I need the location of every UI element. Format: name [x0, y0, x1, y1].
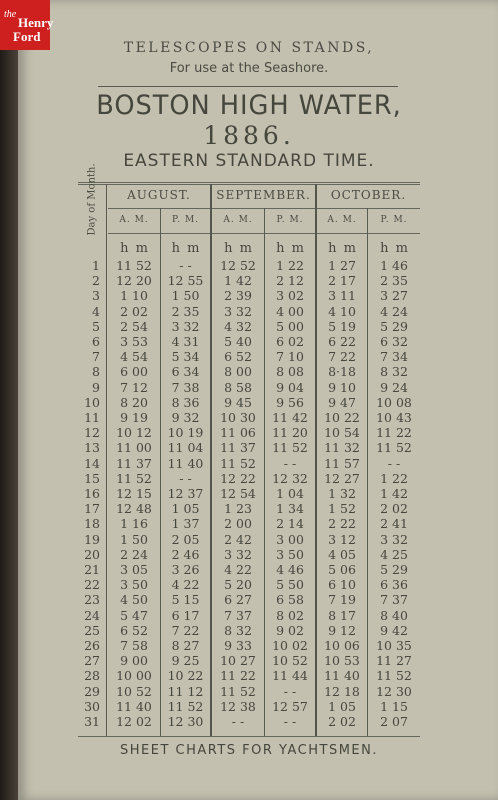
tide-time-cell: 3 05 — [120, 562, 148, 577]
tide-time-cell: 1 27 — [328, 258, 356, 273]
tide-time-cell: 8 36 — [171, 394, 200, 410]
tide-time-cell: 11 52 — [376, 668, 412, 684]
table-row — [0, 516, 498, 531]
tide-time-cell: 5 00 — [276, 318, 304, 334]
tide-time-cell: 8 08 — [276, 364, 304, 380]
tide-time-cell: 4 05 — [328, 546, 356, 562]
tide-time-cell: 10 54 — [324, 425, 360, 441]
tide-time-cell: - - — [283, 714, 297, 729]
tide-time-cell: 11 52 — [116, 258, 152, 273]
tide-time-cell: 5 29 — [380, 318, 408, 334]
hours-minutes-label: h m — [328, 241, 356, 256]
am-header: A. M. — [119, 215, 149, 225]
tide-time-cell: 3 32 — [224, 546, 252, 562]
table-row — [0, 638, 498, 653]
tide-time-cell: 7 12 — [120, 379, 148, 395]
hours-minutes-label: h m — [224, 241, 252, 256]
tide-time-cell: 2 02 — [328, 714, 356, 729]
advert-subline: For use at the Seashore. — [169, 61, 329, 76]
tide-time-cell: 11 52 — [167, 698, 204, 714]
day-number: 6 — [92, 334, 100, 349]
tide-time-cell: 1 52 — [328, 501, 356, 517]
tide-time-cell: 12 37 — [167, 486, 204, 501]
tide-time-cell: - - — [283, 683, 297, 699]
table-row — [0, 349, 498, 364]
am-header: A. M. — [223, 215, 253, 225]
tide-time-cell: 9 12 — [328, 622, 356, 638]
tide-time-cell: 1 16 — [120, 516, 148, 532]
table-row — [0, 304, 498, 319]
tide-time-cell: 7 58 — [120, 638, 148, 653]
tide-time-cell: 11 22 — [376, 425, 412, 441]
hours-minutes-label: h m — [120, 241, 148, 256]
tide-time-cell: 3 00 — [276, 531, 304, 547]
tide-time-cell: 9 02 — [276, 622, 304, 638]
day-number: 28 — [84, 668, 100, 684]
table-row — [0, 608, 498, 623]
tide-time-cell: 8 00 — [224, 364, 252, 380]
tide-time-cell: 9 10 — [328, 379, 356, 395]
month-september: SEPTEMBER. — [216, 188, 311, 202]
tide-time-cell: 10 08 — [376, 394, 412, 410]
tide-time-cell: 1 37 — [171, 516, 200, 532]
tide-time-cell: 1 42 — [224, 273, 252, 289]
hours-minutes-label: h m — [171, 241, 200, 256]
tide-time-cell: 9 42 — [380, 622, 408, 638]
tide-time-cell: 2 35 — [380, 273, 408, 289]
table-row — [0, 319, 498, 334]
tide-time-cell: 9 19 — [120, 410, 148, 425]
tide-time-cell: 10 22 — [324, 410, 360, 425]
table-row — [0, 547, 498, 562]
tide-time-cell: 10 52 — [272, 653, 308, 669]
tide-time-cell: 4 22 — [171, 577, 200, 593]
tide-time-cell: 3 26 — [171, 562, 200, 577]
tide-time-cell: 2 46 — [171, 546, 200, 562]
tide-time-cell: 10 22 — [167, 668, 204, 684]
day-number: 12 — [84, 425, 100, 441]
day-number: 9 — [92, 379, 100, 395]
tide-time-cell: 6 52 — [120, 622, 148, 638]
tide-time-cell: 12 02 — [116, 714, 152, 729]
day-number: 29 — [84, 683, 100, 699]
tide-time-cell: 8·18 — [328, 364, 356, 380]
table-row — [0, 288, 498, 303]
day-number: 10 — [84, 394, 100, 410]
table-row — [0, 364, 498, 379]
tide-time-cell: 12 30 — [376, 683, 412, 699]
pm-header: P. M. — [276, 215, 304, 225]
tide-time-cell: 11 00 — [116, 440, 152, 456]
tide-time-cell: 12 15 — [116, 486, 152, 501]
tide-time-cell: 6 02 — [276, 334, 304, 349]
tide-time-cell: 6 32 — [380, 334, 408, 349]
tide-time-cell: 11 37 — [116, 455, 152, 471]
tide-time-cell: 3 12 — [328, 531, 356, 547]
tide-time-cell: - - — [179, 470, 192, 486]
tide-time-cell: 9 24 — [380, 379, 408, 395]
tide-time-cell: 5 19 — [328, 318, 356, 334]
page-title: BOSTON HIGH WATER, — [96, 90, 402, 121]
tide-time-cell: - - — [179, 258, 192, 273]
tide-time-cell: 1 23 — [224, 501, 252, 517]
tide-time-cell: 1 22 — [380, 470, 408, 486]
tide-time-cell: 1 05 — [171, 501, 200, 517]
day-number: 5 — [92, 318, 100, 334]
tide-time-cell: 11 37 — [220, 440, 256, 456]
tide-time-cell: 2 39 — [224, 288, 252, 304]
tide-time-cell: 2 12 — [276, 273, 304, 289]
tide-time-cell: 4 22 — [224, 562, 252, 577]
henry-ford-logo — [0, 0, 54, 50]
tide-time-cell: 9 00 — [120, 653, 148, 669]
tide-time-cell: 11 04 — [167, 440, 204, 456]
tide-time-cell: 4 24 — [380, 303, 408, 319]
tide-time-cell: 4 25 — [380, 546, 408, 562]
table-row — [0, 486, 498, 501]
tide-time-cell: 3 53 — [120, 334, 148, 349]
table-row — [0, 699, 498, 714]
tide-time-cell: 2 17 — [328, 273, 356, 289]
hours-minutes-label: h m — [380, 241, 408, 256]
table-row — [0, 273, 498, 288]
tide-time-cell: 12 18 — [324, 683, 360, 699]
tide-time-cell: 11 42 — [272, 410, 308, 425]
day-number: 20 — [84, 546, 100, 562]
table-top-rule-2 — [78, 184, 420, 185]
tide-time-cell: 12 54 — [220, 486, 256, 501]
pm-header: P. M. — [171, 215, 200, 225]
tide-time-cell: 12 52 — [220, 258, 256, 273]
tide-time-cell: - - — [231, 714, 245, 729]
tide-time-cell: 9 56 — [276, 394, 304, 410]
tide-time-cell: 8 20 — [120, 394, 148, 410]
tide-time-cell: 6 00 — [120, 364, 148, 380]
tide-time-cell: 8 32 — [380, 364, 408, 380]
tide-time-cell: 7 19 — [328, 592, 356, 608]
tide-time-cell: 10 06 — [324, 638, 360, 653]
tide-time-cell: 6 52 — [224, 349, 252, 365]
tide-time-cell: 1 50 — [120, 531, 148, 547]
day-number: 25 — [84, 622, 100, 638]
tide-time-cell: 3 32 — [171, 318, 200, 334]
tide-time-cell: 5 20 — [224, 577, 252, 593]
tide-time-cell: 6 58 — [276, 592, 304, 608]
tide-time-cell: 7 34 — [380, 349, 408, 365]
tide-time-cell: 2 07 — [380, 714, 408, 729]
tide-time-cell: 2 24 — [120, 546, 148, 562]
tide-time-cell: 8 02 — [276, 607, 304, 623]
tide-time-cell: 12 38 — [220, 698, 256, 714]
tide-time-cell: 8 27 — [171, 638, 200, 653]
tide-time-cell: 2 02 — [120, 303, 148, 319]
table-row — [0, 592, 498, 607]
tide-time-cell: 1 22 — [276, 258, 304, 273]
pm-header: P. M. — [380, 215, 408, 225]
tide-time-cell: 9 32 — [171, 410, 200, 425]
table-row — [0, 501, 498, 516]
day-number: 23 — [84, 592, 100, 608]
day-number: 15 — [84, 470, 100, 486]
tide-time-cell: 3 11 — [328, 288, 356, 304]
tide-time-cell: 4 32 — [224, 318, 252, 334]
table-bottom-rule — [78, 736, 420, 737]
tide-time-cell: 5 29 — [380, 562, 408, 577]
tide-time-cell: 11 52 — [376, 440, 412, 456]
tide-time-cell: 2 42 — [224, 531, 252, 547]
tide-time-cell: 5 15 — [171, 592, 200, 608]
tide-time-cell: 9 45 — [224, 394, 252, 410]
tide-time-cell: 1 34 — [276, 501, 304, 517]
tide-time-cell: 11 52 — [220, 683, 256, 699]
day-number: 30 — [84, 698, 100, 714]
tide-time-cell: 4 50 — [120, 592, 148, 608]
tide-time-cell: 1 04 — [276, 486, 304, 501]
tide-time-cell: 11 20 — [272, 425, 308, 441]
table-row — [0, 577, 498, 592]
tide-time-cell: 5 50 — [276, 577, 304, 593]
tide-time-cell: 10 12 — [116, 425, 152, 441]
tide-time-cell: 7 22 — [328, 349, 356, 365]
tide-time-cell: - - — [387, 455, 401, 471]
tide-time-cell: 10 52 — [116, 683, 152, 699]
month-october: OCTOBER. — [330, 188, 407, 202]
tide-time-cell: 6 22 — [328, 334, 356, 349]
tide-time-cell: 3 27 — [380, 288, 408, 304]
day-number: 17 — [84, 501, 100, 517]
table-row — [0, 653, 498, 668]
day-number: 13 — [84, 440, 100, 456]
tide-time-cell: 6 34 — [171, 364, 200, 380]
tide-time-cell: 2 00 — [224, 516, 252, 532]
tide-time-cell: 12 57 — [272, 698, 308, 714]
table-row — [0, 395, 498, 410]
advert-line: TELESCOPES ON STANDS, — [123, 40, 375, 56]
tide-time-cell: 4 31 — [171, 334, 200, 349]
tide-time-cell: 1 46 — [380, 258, 408, 273]
table-row — [0, 532, 498, 547]
tide-time-cell: 11 44 — [272, 668, 308, 684]
tide-time-cell: 9 25 — [171, 653, 200, 669]
tide-time-cell: 3 50 — [276, 546, 304, 562]
tide-time-cell: 7 22 — [171, 622, 200, 638]
tide-time-cell: 6 27 — [224, 592, 252, 608]
day-number: 21 — [84, 562, 100, 577]
tide-time-cell: 9 47 — [328, 394, 356, 410]
table-row — [0, 668, 498, 683]
footer-advert: SHEET CHARTS FOR YACHTSMEN. — [120, 743, 378, 758]
tide-time-cell: 11 40 — [324, 668, 360, 684]
tide-time-cell: 10 00 — [116, 668, 152, 684]
tide-time-cell: 3 32 — [224, 303, 252, 319]
logo-text-ford: Ford — [13, 29, 41, 44]
logo-text-the: the — [4, 9, 17, 20]
table-row — [0, 425, 498, 440]
table-top-rule — [78, 182, 420, 183]
tide-time-cell: 11 52 — [272, 440, 308, 456]
tide-time-cell: 8 58 — [224, 379, 252, 395]
day-number: 31 — [84, 714, 100, 729]
tide-time-cell: 11 52 — [116, 470, 152, 486]
tide-time-cell: 11 32 — [324, 440, 360, 456]
tide-time-cell: 1 32 — [328, 486, 356, 501]
day-number: 22 — [84, 577, 100, 593]
tide-time-cell: 5 40 — [224, 334, 252, 349]
logo-text-henry: Henry — [18, 15, 54, 30]
table-row — [0, 562, 498, 577]
tide-time-cell: 5 34 — [171, 349, 200, 365]
tide-time-cell: 12 20 — [116, 273, 152, 289]
tide-time-cell: 2 05 — [171, 531, 200, 547]
tide-time-cell: 11 57 — [324, 455, 360, 471]
tide-time-cell: 4 46 — [276, 562, 304, 577]
tide-time-cell: 12 27 — [324, 470, 360, 486]
tide-time-cell: 11 22 — [220, 668, 256, 684]
tide-time-cell: 12 32 — [272, 470, 308, 486]
tide-time-cell: 3 32 — [380, 531, 408, 547]
day-number: 16 — [84, 486, 100, 501]
tide-time-cell: 1 10 — [120, 288, 148, 304]
am-header: A. M. — [327, 215, 357, 225]
table-row — [0, 258, 498, 273]
table-row — [0, 380, 498, 395]
tide-time-cell: 9 04 — [276, 379, 304, 395]
day-number: 27 — [84, 653, 100, 669]
tide-time-cell: 10 53 — [324, 653, 360, 669]
day-number: 4 — [92, 303, 100, 319]
tide-time-cell: 9 33 — [224, 638, 252, 653]
table-row — [0, 623, 498, 638]
tide-time-cell: 6 17 — [171, 607, 200, 623]
tide-time-cell: 2 14 — [276, 516, 304, 532]
tide-time-cell: 1 42 — [380, 486, 408, 501]
tide-time-cell: 1 15 — [380, 698, 408, 714]
tide-time-cell: 10 27 — [220, 653, 256, 669]
day-number: 14 — [84, 455, 100, 471]
tide-time-cell: 11 40 — [167, 455, 204, 471]
tide-time-cell: 12 30 — [167, 714, 204, 729]
day-number: 3 — [92, 288, 100, 304]
tide-time-cell: 6 10 — [328, 577, 356, 593]
day-number: 1 — [92, 258, 100, 273]
day-of-month-label: Day of Month. — [86, 163, 98, 236]
tide-time-cell: 8 32 — [224, 622, 252, 638]
tide-time-cell: 3 50 — [120, 577, 148, 593]
tide-time-cell: 11 52 — [220, 455, 256, 471]
tide-time-cell: 11 27 — [376, 653, 412, 669]
tide-time-cell: 5 06 — [328, 562, 356, 577]
hours-minutes-label: h m — [276, 241, 304, 256]
day-of-month-header — [78, 163, 104, 236]
tide-time-cell: 2 54 — [120, 318, 148, 334]
tide-time-cell: 10 35 — [376, 638, 412, 653]
day-number: 11 — [84, 410, 100, 425]
tide-time-cell: 1 50 — [171, 288, 200, 304]
tide-time-cell: 2 35 — [171, 303, 200, 319]
tide-time-cell: 5 47 — [120, 607, 148, 623]
tide-time-cell: 4 54 — [120, 349, 148, 365]
tide-time-cell: 12 48 — [116, 501, 152, 517]
tide-time-cell: - - — [283, 455, 297, 471]
table-row — [0, 714, 498, 729]
tide-time-cell: 8 17 — [328, 607, 356, 623]
table-row — [0, 410, 498, 425]
tide-time-cell: 10 43 — [376, 410, 412, 425]
tide-time-cell: 2 02 — [380, 501, 408, 517]
tide-time-cell: 10 19 — [167, 425, 204, 441]
table-row — [0, 334, 498, 349]
subtitle: EASTERN STANDARD TIME. — [123, 151, 375, 171]
table-row — [0, 684, 498, 699]
tide-time-cell: 10 02 — [272, 638, 308, 653]
tide-time-cell: 6 36 — [380, 577, 408, 593]
tide-time-cell: 4 10 — [328, 303, 356, 319]
tide-time-cell: 1 05 — [328, 698, 356, 714]
day-number: 18 — [84, 516, 100, 532]
day-number: 26 — [84, 638, 100, 653]
tide-time-cell: 4 00 — [276, 303, 304, 319]
day-number: 7 — [92, 349, 100, 365]
tide-time-cell: 3 02 — [276, 288, 304, 304]
tide-time-cell: 10 30 — [220, 410, 256, 425]
tide-time-cell: 2 41 — [380, 516, 408, 532]
day-number: 24 — [84, 607, 100, 623]
year-heading: 1886. — [203, 121, 295, 150]
tide-time-cell: 11 12 — [167, 683, 204, 699]
tide-time-cell: 12 22 — [220, 470, 256, 486]
day-number: 8 — [92, 364, 100, 380]
tide-time-cell: 7 38 — [171, 379, 200, 395]
tide-time-cell: 11 40 — [116, 698, 152, 714]
tide-time-cell: 7 37 — [224, 607, 252, 623]
table-row — [0, 440, 498, 455]
day-number: 2 — [92, 273, 100, 289]
table-row — [0, 471, 498, 486]
tide-time-cell: 7 10 — [276, 349, 304, 365]
tide-time-cell: 12 55 — [167, 273, 204, 289]
tide-time-cell: 7 37 — [380, 592, 408, 608]
header-rule — [98, 86, 398, 87]
tide-time-cell: 8 40 — [380, 607, 408, 623]
tide-time-cell: 11 06 — [220, 425, 256, 441]
day-number: 19 — [84, 531, 100, 547]
month-august: AUGUST. — [127, 188, 191, 202]
table-row — [0, 456, 498, 471]
tide-time-cell: 2 22 — [328, 516, 356, 532]
